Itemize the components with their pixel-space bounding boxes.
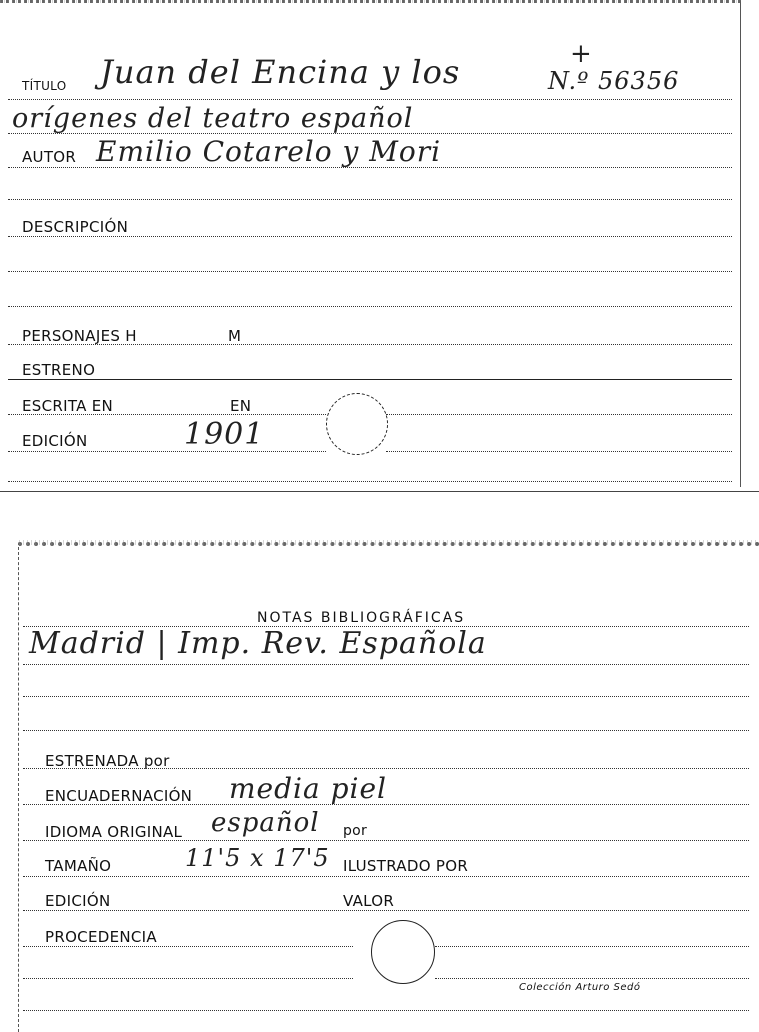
estreno-label: ESTRENO	[22, 361, 96, 379]
line-titulo	[8, 99, 732, 100]
line-bottom	[8, 481, 732, 482]
titulo-label: TÍTULO	[22, 79, 67, 93]
edicion-value: 1901	[184, 417, 265, 452]
line-procedencia-3	[23, 978, 353, 979]
escrita-en-label: ESCRITA EN	[22, 397, 114, 415]
autor-label: AUTOR	[22, 148, 77, 166]
line-notas-1	[23, 664, 749, 665]
titulo-value-line2: orígenes del teatro español	[12, 103, 414, 134]
catalog-card-front	[0, 0, 741, 487]
titulo-value-line1: Juan del Encina y los	[100, 53, 461, 91]
cross-mark: +	[570, 39, 593, 69]
notas-heading: NOTAS BIBLIOGRÁFICAS	[257, 610, 466, 626]
line-estrenada	[23, 768, 749, 769]
line-idioma	[23, 840, 749, 841]
encuadernacion-value: media piel	[229, 772, 387, 805]
line-autor-2	[8, 199, 732, 200]
line-procedencia-2	[435, 946, 749, 947]
idioma-por-label: por	[343, 823, 368, 839]
idioma-value: español	[211, 808, 320, 838]
line-notas-3	[23, 730, 749, 731]
line-procedencia-4	[435, 978, 749, 979]
procedencia-label: PROCEDENCIA	[45, 928, 157, 946]
line-descripcion	[8, 236, 732, 237]
line-descripcion-2	[8, 271, 732, 272]
escrita-en-second-label: EN	[230, 397, 252, 415]
ilustrado-label: ILUSTRADO POR	[343, 857, 469, 875]
scan-edge	[0, 0, 740, 3]
personajes-m-label: M	[228, 327, 242, 345]
stamp-circle	[326, 393, 388, 455]
scan-edge	[19, 540, 759, 545]
autor-value: Emilio Cotarelo y Mori	[96, 135, 442, 168]
line-escrita-1	[8, 414, 326, 415]
line-tamano	[23, 876, 749, 877]
idioma-label: IDIOMA ORIGINAL	[45, 823, 183, 841]
descripcion-label: DESCRIPCIÓN	[22, 218, 129, 236]
valor-label: VALOR	[343, 892, 395, 910]
tamano-value: 11'5 x 17'5	[185, 844, 330, 872]
line-personajes	[8, 344, 732, 345]
catalog-card-back	[18, 542, 759, 1032]
line-edicion-1	[8, 451, 326, 452]
line-titulo-2	[8, 133, 732, 134]
line-autor	[8, 167, 732, 168]
cut-line	[0, 491, 759, 492]
line-encuadernacion	[23, 804, 749, 805]
encuadernacion-label: ENCUADERNACIÓN	[45, 787, 193, 805]
line-back-bottom	[23, 1010, 749, 1011]
collection-credit: Colección Arturo Sedó	[519, 982, 641, 993]
line-notas-2	[23, 696, 749, 697]
stamp-circle	[371, 920, 435, 984]
line-procedencia-1	[23, 946, 353, 947]
line-descripcion-3	[8, 306, 732, 307]
line-edicion-2	[386, 451, 732, 452]
tamano-label: TAMAÑO	[45, 857, 112, 875]
line-escrita-2	[386, 414, 732, 415]
personajes-label: PERSONAJES H	[22, 327, 137, 345]
line-estreno	[8, 379, 732, 380]
estrenada-label: ESTRENADA por	[45, 752, 170, 770]
catalog-number: N.º 56356	[548, 67, 680, 95]
edicion-back-label: EDICIÓN	[45, 892, 111, 910]
line-edicion-back	[23, 910, 749, 911]
edicion-label: EDICIÓN	[22, 432, 88, 450]
notas-value: Madrid | Imp. Rev. Española	[29, 626, 487, 661]
